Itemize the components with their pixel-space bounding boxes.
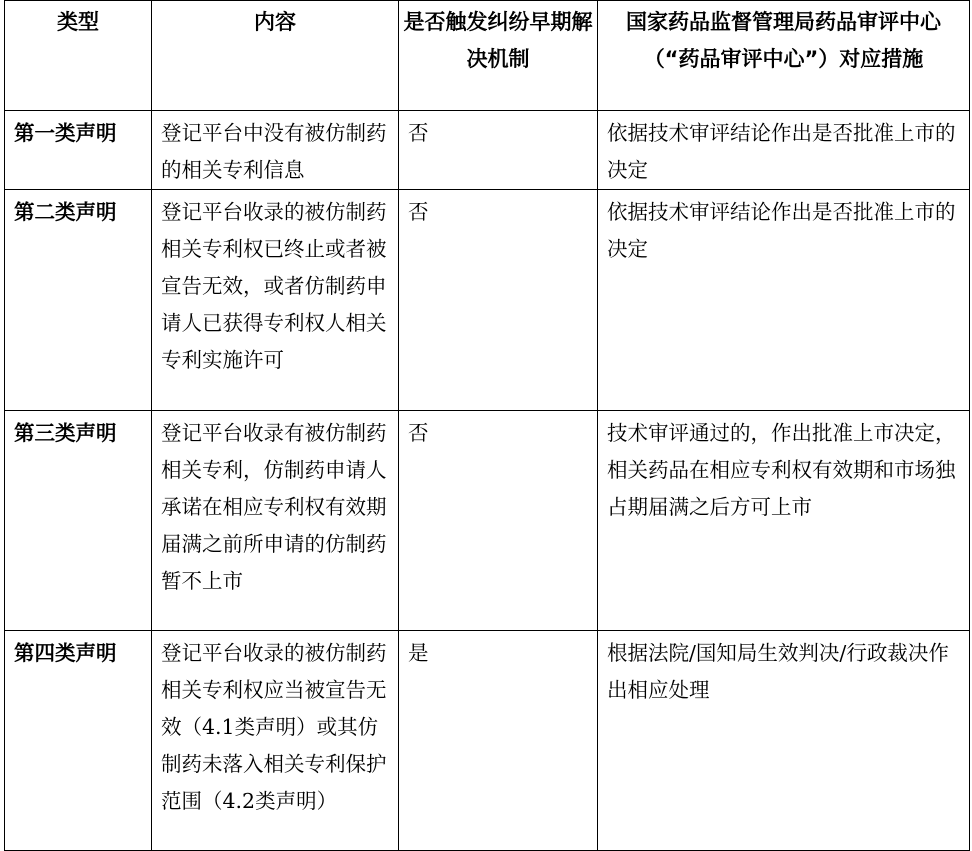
header-measure: 国家药品监督管理局药品审评中心（“药品审评中心”）对应措施 — [598, 1, 970, 111]
row-type: 第四类声明 — [5, 631, 152, 851]
row-type: 第二类声明 — [5, 190, 152, 411]
row-content: 登记平台收录有被仿制药相关专利，仿制药申请人承诺在相应专利权有效期届满之前所申请的仿制药暂不上市 — [152, 411, 399, 631]
row-measure: 技术审评通过的，作出批准上市决定，相关药品在相应专利权有效期和市场独占期届满之后方可上市 — [598, 411, 970, 631]
table-row — [5, 631, 970, 851]
table-row — [5, 190, 970, 411]
header-row — [5, 1, 970, 111]
header-mechanism: 是否触发纠纷早期解决机制 — [399, 1, 598, 111]
row-mechanism: 是 — [399, 631, 598, 851]
row-mechanism: 否 — [399, 411, 598, 631]
row-mechanism: 否 — [399, 190, 598, 411]
row-measure: 依据技术审评结论作出是否批准上市的决定 — [598, 111, 970, 190]
row-content: 登记平台收录的被仿制药相关专利权应当被宣告无效（4.1类声明）或其仿制药未落入相关专利保护范围（4.2类声明） — [152, 631, 399, 851]
row-content: 登记平台收录的被仿制药相关专利权已终止或者被宣告无效，或者仿制药申请人已获得专利权人相关专利实施许可 — [152, 190, 399, 411]
table-row — [5, 111, 970, 190]
table-row — [5, 411, 970, 631]
row-content: 登记平台中没有被仿制药的相关专利信息 — [152, 111, 399, 190]
patent-declaration-table — [4, 0, 970, 851]
header-type: 类型 — [5, 1, 152, 111]
header-content: 内容 — [152, 1, 399, 111]
row-mechanism: 否 — [399, 111, 598, 190]
row-type: 第一类声明 — [5, 111, 152, 190]
row-measure: 根据法院/国知局生效判决/行政裁决作出相应处理 — [598, 631, 970, 851]
row-measure: 依据技术审评结论作出是否批准上市的决定 — [598, 190, 970, 411]
row-type: 第三类声明 — [5, 411, 152, 631]
